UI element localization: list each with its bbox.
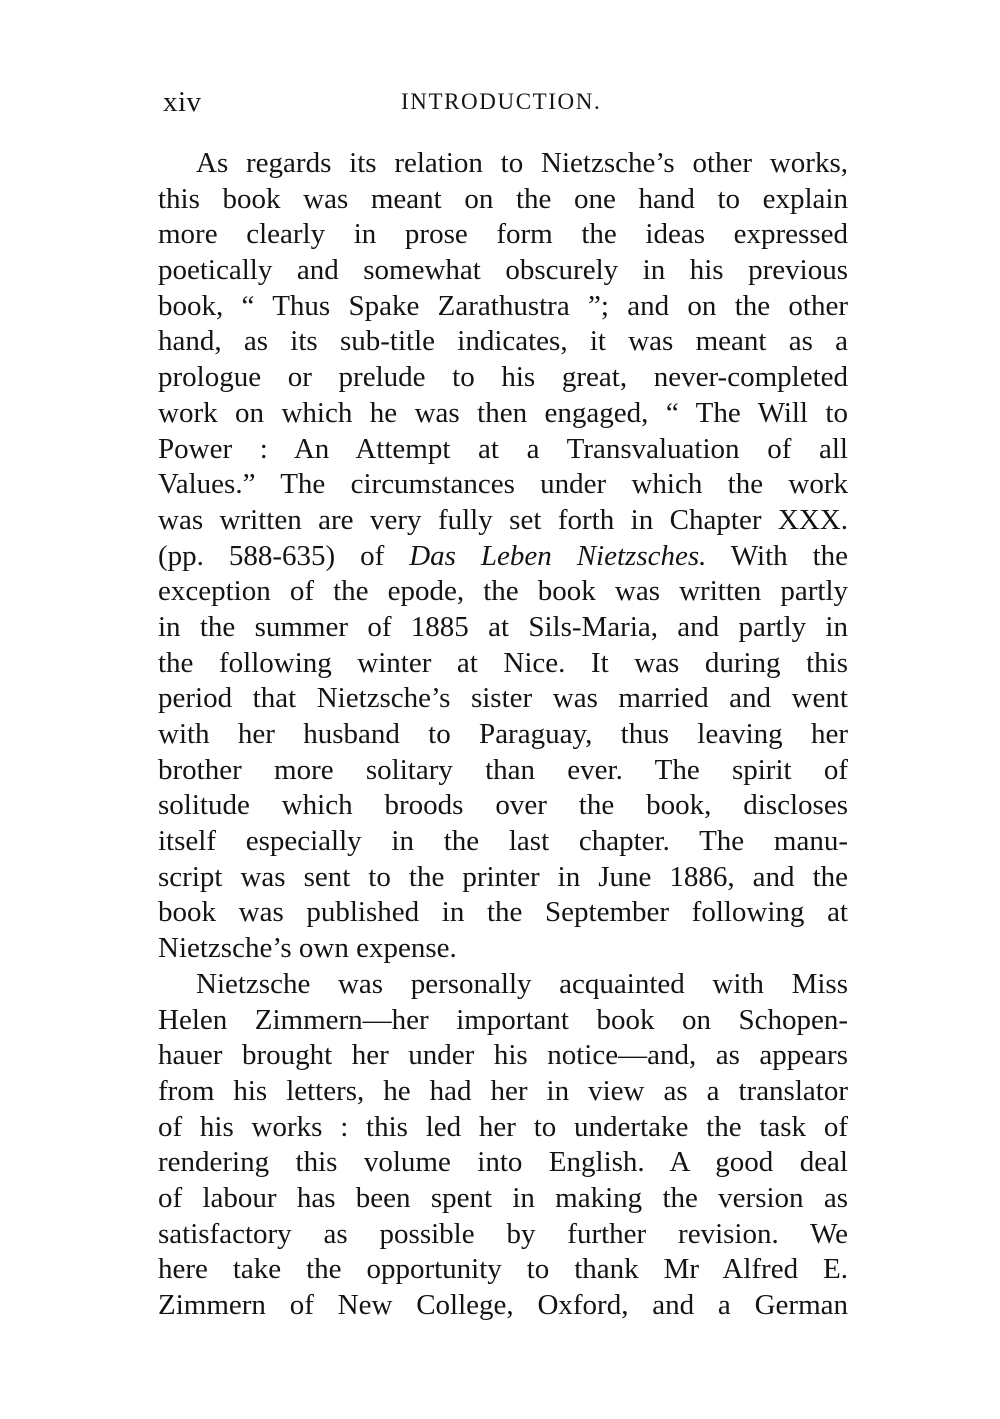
text-line: period that Nietzsche’s sister was married and went: [158, 682, 848, 715]
text-line: hand, as its sub-title indicates, it was meant as a: [158, 325, 848, 358]
running-header: [163, 86, 843, 126]
text-line: hauer brought her under his notice—and, as appears: [158, 1039, 848, 1072]
text-line: here take the opportunity to thank Mr Alfred E.: [158, 1253, 848, 1286]
page-number: xiv: [163, 86, 202, 118]
text-line: Helen Zimmern—her important book on Schopen-: [158, 1003, 848, 1036]
text-line: the following winter at Nice. It was during this: [158, 646, 848, 679]
text-line: Power : An Attempt at a Transvaluation of all: [158, 432, 848, 465]
text-line: work on which he was then engaged, “ The Will to: [158, 396, 848, 429]
text-line: prologue or prelude to his great, never-completed: [158, 361, 848, 394]
text-line: of his works : this led her to undertake the task of: [158, 1110, 848, 1143]
text-line-with-italic: [158, 539, 848, 575]
text-line: exception of the epode, the book was written partly: [158, 575, 848, 608]
text-line: of labour has been spent in making the version as: [158, 1181, 848, 1214]
text-line: itself especially in the last chapter. The manu-: [158, 825, 848, 858]
text-line: Values.” The circumstances under which the work: [158, 468, 848, 501]
text-line: solitude which broods over the book, discloses: [158, 789, 848, 822]
text-line: from his letters, he had her in view as a translator: [158, 1074, 848, 1107]
text-line: Nietzsche’s own expense.: [158, 932, 457, 965]
italic-book-title: Das Leben Nietzsches.: [409, 539, 707, 572]
text-line: Nietzsche was personally acquainted with Miss: [196, 967, 848, 1000]
text-line: was written are very fully set forth in Chapter XXX.: [158, 503, 848, 536]
text-line: in the summer of 1885 at Sils-Maria, and partly in: [158, 610, 848, 643]
text-line: book, “ Thus Spake Zarathustra ”; and on the other: [158, 289, 848, 322]
text-line: this book was meant on the one hand to explain: [158, 182, 848, 215]
text-line: book was published in the September following at: [158, 896, 848, 929]
text-line: poetically and somewhat obscurely in his previous: [158, 254, 848, 287]
text-run: With the: [706, 539, 849, 572]
text-line: As regards its relation to Nietzsche’s other works,: [196, 147, 848, 179]
text-line: rendering this volume into English. A good deal: [158, 1146, 848, 1179]
body-text: [158, 146, 848, 1324]
text-line: script was sent to the printer in June 1886, and the: [158, 860, 848, 893]
text-line: brother more solitary than ever. The spirit of: [158, 753, 848, 786]
running-title: INTRODUCTION.: [401, 89, 602, 114]
text-line: with her husband to Paraguay, thus leaving her: [158, 718, 848, 750]
text-line: more clearly in prose form the ideas expressed: [158, 218, 848, 251]
text-run: (pp. 588-635) of: [158, 539, 410, 572]
text-line: Zimmern of New College, Oxford, and a German: [158, 1289, 848, 1321]
text-line: satisfactory as possible by further revision. We: [158, 1217, 848, 1250]
